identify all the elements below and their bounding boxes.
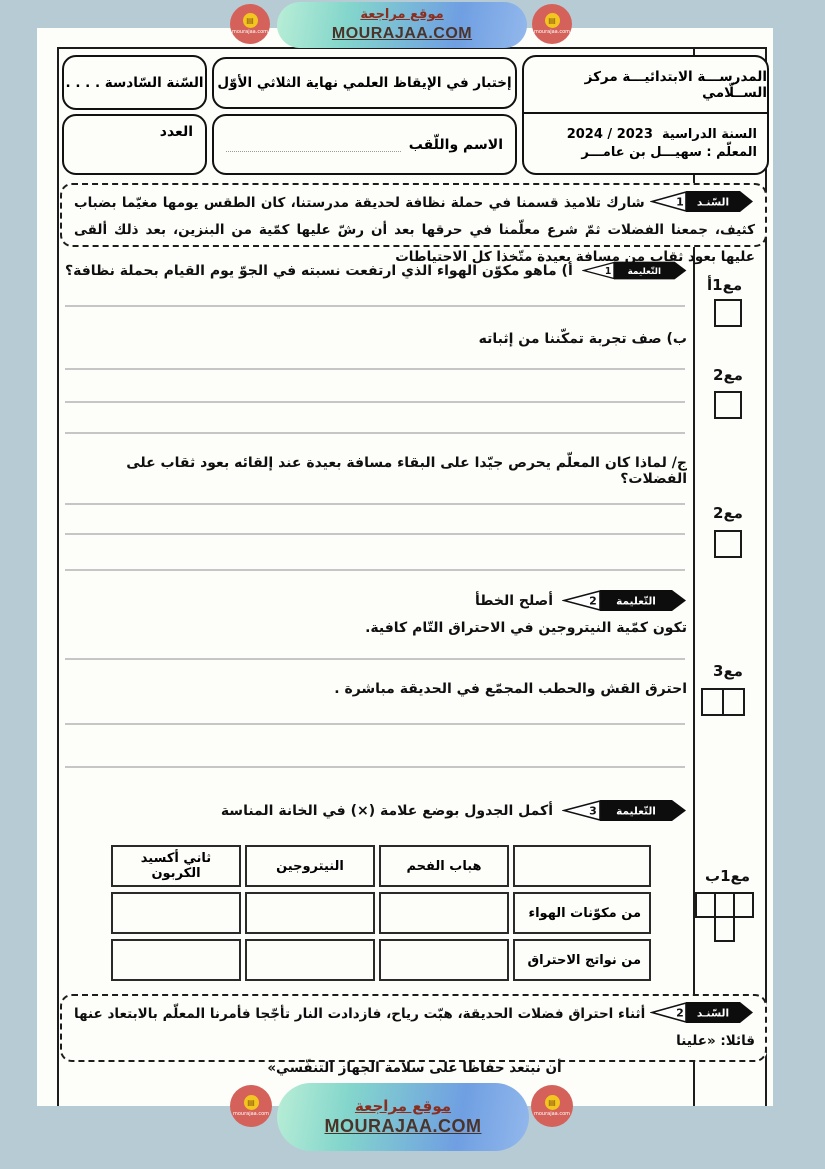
support-pencil-icon xyxy=(650,1000,755,1025)
site-banner-bottom xyxy=(277,1083,529,1151)
score-box xyxy=(714,391,742,419)
table-col-header: النيتروجين xyxy=(245,845,375,887)
score-mark-label: مع1ب xyxy=(705,867,751,885)
score-box xyxy=(722,688,745,716)
mourajaa-badge xyxy=(230,4,270,44)
badge-label: mourajaa.com xyxy=(534,29,571,35)
mourajaa-badge xyxy=(532,4,572,44)
score-mark-label: مع2 xyxy=(713,366,743,384)
question-a: أ) ماهو مكوّن الهواء الذي ارتفعت نسبته في الجوّ يوم القيام بحملة نظافة؟ xyxy=(65,262,573,279)
grade-text: السّنة السّادسة . . . . xyxy=(65,74,204,91)
instruction-pencil-icon xyxy=(562,588,687,613)
table-empty-cell xyxy=(245,939,375,981)
completion-table xyxy=(107,840,655,986)
svg-text:3: 3 xyxy=(589,804,597,818)
table-empty-cell xyxy=(245,892,375,934)
score-box xyxy=(695,892,716,918)
exam-title: إختبار في الإيقاظ العلمي نهاية الثلاثي الأوّل xyxy=(217,75,512,91)
answer-line xyxy=(65,401,685,403)
frame-left-line xyxy=(57,47,59,1106)
score-number-label: العدد xyxy=(159,124,193,140)
school-name: المدرســـة الابتدائيـــة مركز الســلّامي xyxy=(524,57,767,114)
svg-text:2: 2 xyxy=(676,1006,684,1020)
score-box xyxy=(714,892,735,918)
site-name-arabic: موقع مراجعة xyxy=(360,7,444,23)
answer-line xyxy=(65,766,685,768)
score-mark-label: مع2 xyxy=(713,504,743,522)
table-header-row xyxy=(111,845,651,887)
table-row-header: من نواتج الاحتراق xyxy=(513,939,651,981)
support1-text: شارك تلاميذ قسمنا في حملة نظافة لحديقة مدرستنا، كان الطقس يومها مغيّما بضباب كثيف، جمعنا الفضلات ثمّ شرع معلّمنا في حرقها بعد أن رشّ عليها كمّية من البنزين، بعد ذلك ألقى عليها بعود ثقاب من مسافة بعيدة متّخذا كل الاحتياطات xyxy=(74,195,755,265)
svg-text:التّعليمة: التّعليمة xyxy=(616,595,656,608)
svg-text:السّنـد: السّنـد xyxy=(696,1007,730,1020)
svg-text:2: 2 xyxy=(589,594,597,608)
question-b: ب) صف تجربة تمكّننا من إثباته xyxy=(478,331,687,347)
table-row xyxy=(111,939,651,981)
score-mark-label: مع1أ xyxy=(707,276,743,294)
support-pencil-icon xyxy=(650,189,755,214)
book-icon: ▤ xyxy=(244,1095,259,1110)
support1-box xyxy=(60,183,767,265)
score-box xyxy=(714,916,735,942)
teacher-line: المعلّم : سهيـــل بن عامـــر xyxy=(581,145,757,160)
error-sentence-2: احترق القش والحطب المجمّع في الحديقة مباشرة . xyxy=(334,681,687,697)
badge-label: mourajaa.com xyxy=(232,29,269,35)
answer-line xyxy=(65,432,685,434)
mourajaa-badge xyxy=(531,1085,573,1127)
table-empty-cell xyxy=(111,892,241,934)
support2-text-line2: أن نبتعد حفاظا على سلامة الجهاز التنفّسي» xyxy=(267,1060,562,1076)
answer-line xyxy=(65,723,685,725)
school-year-line: السنة الدراسية 2023 ‏/‏ 2024 xyxy=(566,127,757,142)
svg-text:1: 1 xyxy=(676,195,684,209)
answer-line xyxy=(65,533,685,535)
book-icon: ▤ xyxy=(545,1095,560,1110)
instruction2-row xyxy=(65,588,687,613)
question-c: ج/ لماذا كان المعلّم يحرص جيّدا على البقاء مسافة بعيدة عند إلقائه بعود ثقاب على الفضلات؟ xyxy=(126,455,687,487)
support2-text-line1: أثناء احتراق فضلات الحديقة، هبّت رياح، فازدادت النار تأجّجا فأمرنا المعلّم بالابتعاد عنها قائلا: «علينا xyxy=(74,1006,755,1049)
student-name-box xyxy=(212,114,517,175)
exam-page xyxy=(37,28,773,1106)
score-box-pair xyxy=(701,688,745,716)
book-icon: ▤ xyxy=(545,13,560,28)
support2-box xyxy=(60,994,767,1076)
name-label: الاسم واللّقب xyxy=(408,136,503,153)
site-url: MOURAJAA.COM xyxy=(331,24,473,42)
badge-label: mourajaa.com xyxy=(233,1111,270,1117)
table-empty-cell xyxy=(379,892,509,934)
score-box xyxy=(733,892,754,918)
svg-text:السّنـد: السّنـد xyxy=(696,196,730,209)
instruction3-row xyxy=(65,798,687,823)
table-empty-cell xyxy=(111,939,241,981)
score-box xyxy=(701,688,724,716)
answer-line xyxy=(65,569,685,571)
instruction-pencil-icon xyxy=(562,798,687,823)
instruction3-title: أكمل الجدول بوضع علامة (×) في الخانة المناسة xyxy=(220,802,553,819)
svg-text:التّعليمة: التّعليمة xyxy=(616,805,656,818)
answer-line xyxy=(65,305,685,307)
score-number-box xyxy=(62,114,207,175)
badge-label: mourajaa.com xyxy=(534,1111,571,1117)
school-info-box xyxy=(522,55,769,175)
site-url: MOURAJAA.COM xyxy=(324,1115,482,1136)
table-row xyxy=(111,892,651,934)
score-box xyxy=(714,530,742,558)
error-sentence-1: تكون كمّية النيتروجين في الاحتراق التّام كافية. xyxy=(365,620,687,636)
mourajaa-badge xyxy=(230,1085,272,1127)
table-corner-cell xyxy=(513,845,651,887)
table-row-header: من مكوّنات الهواء xyxy=(513,892,651,934)
book-icon: ▤ xyxy=(243,13,258,28)
grade-box xyxy=(62,55,207,110)
answer-line xyxy=(65,368,685,370)
table-col-header: ثاني أكسيد الكربون xyxy=(111,845,241,887)
site-name-arabic: موقع مراجعة xyxy=(354,1096,452,1115)
score-box xyxy=(714,299,742,327)
table-col-header: هباب الفحم xyxy=(379,845,509,887)
answer-line xyxy=(65,658,685,660)
svg-text:1: 1 xyxy=(604,265,612,277)
instruction2-title: أصلح الخطأ xyxy=(474,592,553,609)
svg-text:التّعليمة: التّعليمة xyxy=(627,266,661,277)
exam-title-box xyxy=(212,57,517,109)
name-fill-line xyxy=(226,137,401,152)
answer-line xyxy=(65,503,685,505)
table-empty-cell xyxy=(379,939,509,981)
score-mark-label: مع3 xyxy=(713,662,743,680)
site-banner-top xyxy=(277,2,527,48)
